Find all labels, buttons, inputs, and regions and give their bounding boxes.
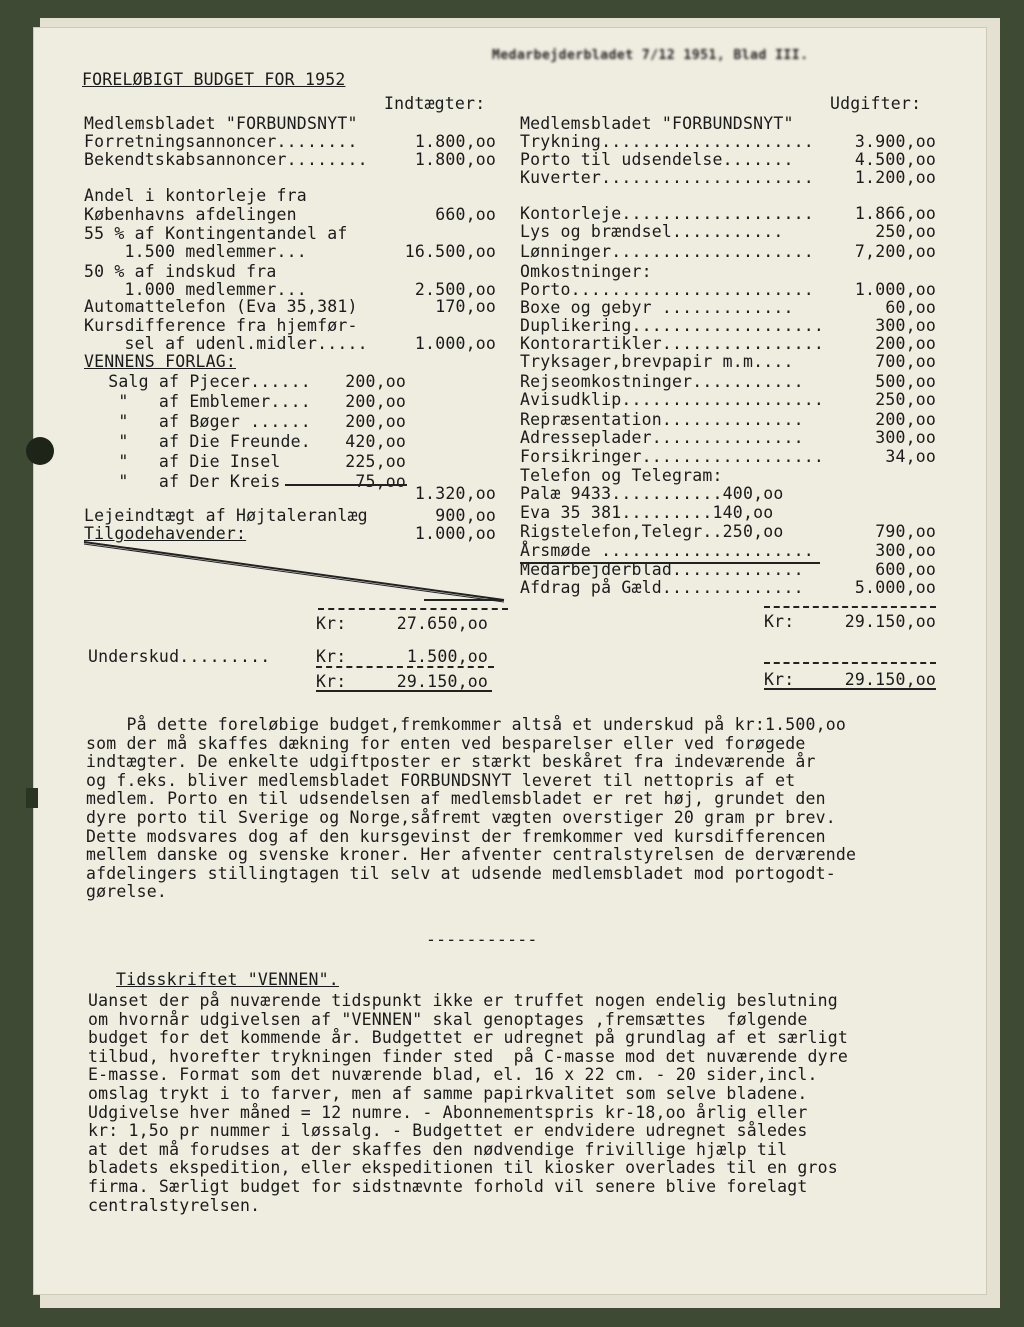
forlag-total: 1.320,oo: [414, 484, 496, 503]
telefon-underline: [520, 562, 820, 564]
expense-line-amount: 790,oo: [875, 522, 936, 541]
deficit-kr: Kr:: [316, 647, 347, 666]
expense-line-label: Porto til udsendelse.......: [520, 150, 794, 169]
receivables-label: Tilgodehavender:: [84, 524, 247, 543]
expense-line-label: Årsmøde .....................: [520, 541, 814, 560]
expense-line-label: Boxe og gebyr .............: [520, 298, 794, 317]
income-line-label: 50 % af indskud fra: [84, 262, 277, 281]
expense-line-label: Lys og brændsel...........: [520, 222, 784, 241]
income-line-label: Automattelefon (Eva 35,381): [84, 297, 358, 316]
forlag-line-value: 200,oo: [345, 412, 406, 431]
income-line-label: Forretningsannoncer........: [84, 132, 358, 151]
forlag-line-value: 200,oo: [345, 392, 406, 411]
deficit-amount: 1.500,oo: [406, 647, 488, 666]
paragraph-line: mellem danske og svenske kroner. Her afventer centralstyrelsen de derværende: [86, 845, 857, 865]
paragraph-line: afdelingers stillingtagen til selv at udsende medlemsbladet mod portogodt-: [86, 863, 836, 883]
rent-amount: 900,oo: [435, 506, 496, 525]
expense-line-amount: 1.866,oo: [854, 204, 936, 223]
paragraph-line: firma. Særligt budget for sidstnævnte forhold vil senere blive forelagt: [88, 1176, 808, 1196]
expense-line-label: Kontorleje...................: [520, 204, 814, 223]
income-total: 27.650,oo: [396, 614, 488, 633]
expense-total-rule: [764, 606, 936, 608]
expense-line-label: Telefon og Telegram:: [520, 466, 723, 485]
forlag-line-value: 225,oo: [345, 452, 406, 471]
income-line-label: 1.000 medlemmer...: [84, 280, 307, 299]
income-line-amount: 660,oo: [435, 205, 496, 224]
forlag-line-label: " af Emblemer....: [88, 392, 311, 411]
budget-commentary: [86, 716, 856, 902]
paragraph-line: medlem. Porto en til udsendelsen af medlemsbladet er ret høj, grundet den: [86, 789, 826, 809]
income-line-label: Københavns afdelingen: [84, 205, 297, 224]
deficit-rule: [316, 666, 494, 668]
income-line-label: Bekendtskabsannoncer........: [84, 150, 368, 169]
paragraph-line: dyre porto til Sverige og Norge,såfremt vægten overstiger 20 gram pr brev.: [86, 807, 836, 827]
expense-line-amount: 600,oo: [875, 560, 936, 579]
paragraph-line: tilbud, hvorefter trykningen finder sted på C-masse mod det nuværende dyre: [88, 1046, 849, 1066]
paragraph-line: at det må forudses at der skaffes den nødvendige frivillige hjælp til: [88, 1139, 788, 1159]
expense-line-amount: 300,oo: [875, 316, 936, 335]
expense-grand-underline: [764, 688, 936, 690]
paragraph-line: som der må skaffes dækning for enten ved besparelser eller ved forøgede: [86, 733, 806, 753]
expense-line-amount: 250,oo: [875, 390, 936, 409]
expense-line-amount: 200,oo: [875, 334, 936, 353]
income-line-label: 1.500 medlemmer...: [84, 242, 307, 261]
income-line-amount: 170,oo: [435, 297, 496, 316]
expense-grand-kr: Kr:: [764, 670, 795, 689]
expense-line-amount: 7,200,oo: [854, 242, 936, 261]
income-line-label: VENNENS FORLAG:: [84, 352, 237, 371]
expense-line-label: Rigstelefon,Telegr..250,oo: [520, 522, 784, 541]
expense-total: 29.150,oo: [844, 612, 936, 631]
income-line-label: Kursdifference fra hjemfør-: [84, 316, 358, 335]
expense-line-label: Kuverter.....................: [520, 168, 814, 187]
expense-line-label: Afdrag på Gæld..............: [520, 578, 804, 597]
income-grand-total: 29.150,oo: [396, 672, 488, 691]
vennen-paragraph: [88, 992, 848, 1215]
expense-line-amount: 250,oo: [875, 222, 936, 241]
expense-line-label: Adresseplader...............: [520, 428, 804, 447]
income-line-amount: 1.800,oo: [414, 132, 496, 151]
income-line-label: 55 % af Kontingentandel af: [84, 224, 348, 243]
income-line-amount: 16.500,oo: [404, 242, 496, 261]
paragraph-line: indtægter. De enkelte udgiftposter er stærkt beskåret fra indeværende år: [86, 752, 816, 772]
expense-line-label: Tryksager,brevpapir m.m....: [520, 352, 794, 371]
expense-line-amount: 300,oo: [875, 428, 936, 447]
expense-total-kr: Kr:: [764, 612, 795, 631]
paragraph-line: E-masse. Format som det nuværende blad, el. 16 x 22 cm. - 20 sider,incl.: [88, 1065, 818, 1085]
expense-line-amount: 3.900,oo: [854, 132, 936, 151]
expenses-heading: Udgifter:: [830, 94, 922, 113]
income-line-label: Andel i kontorleje fra: [84, 186, 307, 205]
expense-line-amount: 700,oo: [875, 352, 936, 371]
expense-grand-rule: [764, 662, 936, 664]
paragraph-line: omslag trykt i to farver, men af samme papirkvalitet som selve bladene.: [88, 1083, 808, 1103]
expense-line-label: Porto........................: [520, 280, 814, 299]
paragraph-line: om hvornår udgivelsen af "VENNEN" skal genoptages ,fremsættes følgende: [88, 1009, 808, 1029]
income-line-amount: 1.800,oo: [414, 150, 496, 169]
paragraph-line: Udgivelse hver måned = 12 numre. - Abonnementspris kr-18,oo årlig eller: [88, 1102, 808, 1122]
forlag-line-label: " af Der Kreis: [88, 472, 281, 491]
expense-line-label: Omkostninger:: [520, 262, 652, 281]
expense-line-label: Medlemsbladet "FORBUNDSNYT": [520, 114, 794, 133]
forlag-line-value: 75,oo: [355, 472, 406, 491]
expense-line-amount: 34,oo: [885, 447, 936, 466]
paragraph-line: og f.eks. bliver medlemsbladet FORBUNDSNYT leveret til nettopris af et: [86, 770, 796, 790]
expense-line-amount: 5.000,oo: [854, 578, 936, 597]
header-stamp: Medarbejderbladet 7/12 1951, Blad III.: [492, 48, 809, 63]
grand-total-underline: [316, 690, 492, 692]
expense-line-label: Rejseomkostninger...........: [520, 372, 804, 391]
expense-line-label: Medarbejderblad.............: [520, 560, 804, 579]
expense-line-amount: 4.500,oo: [854, 150, 936, 169]
income-total-kr: Kr:: [316, 614, 347, 633]
expense-line-label: Forsikringer..................: [520, 447, 825, 466]
income-line-amount: 1.000,oo: [414, 334, 496, 353]
income-total-rule: [318, 608, 508, 610]
paragraph-line: På dette foreløbige budget,fremkommer altså et underskud på kr:1.500,oo: [86, 715, 847, 734]
budget-title: FORELØBIGT BUDGET FOR 1952: [82, 70, 346, 89]
forlag-line-label: " af Die Freunde.: [88, 432, 311, 451]
income-line-label: Medlemsbladet "FORBUNDSNYT": [84, 114, 358, 133]
expense-line-amount: 1.000,oo: [854, 280, 936, 299]
bracket-lines: [84, 538, 514, 608]
forlag-line-value: 420,oo: [345, 432, 406, 451]
expense-line-amount: 200,oo: [875, 410, 936, 429]
section-title-vennen: Tidsskriftet "VENNEN".: [116, 970, 339, 989]
expense-line-label: Avisudklip....................: [520, 390, 825, 409]
paragraph-line: Dette modsvares dog af den kursgevinst der fremkommer ved kursdifferencen: [86, 826, 826, 846]
expense-line-amount: 60,oo: [885, 298, 936, 317]
paragraph-line: kr: 1,5o pr nummer i løssalg. - Budgettet er endvidere udregnet således: [88, 1121, 808, 1141]
grand-total-kr: Kr:: [316, 672, 347, 691]
expense-line-label: Duplikering...................: [520, 316, 825, 335]
forlag-line-label: " af Bøger ......: [88, 412, 311, 431]
income-heading: Indtægter:: [384, 94, 486, 113]
expense-line-label: Lønninger....................: [520, 242, 814, 261]
expense-line-label: Repræsentation..............: [520, 410, 804, 429]
expense-grand-total: 29.150,oo: [844, 670, 936, 689]
expense-line-amount: 300,oo: [875, 541, 936, 560]
expense-line-label: Kontorartikler................: [520, 334, 825, 353]
income-line-amount: 2.500,oo: [414, 280, 496, 299]
receivables-amount: 1.000,oo: [414, 524, 496, 543]
income-line-label: sel af udenl.midler.....: [84, 334, 368, 353]
forlag-line-label: Salg af Pjecer......: [88, 372, 311, 391]
punch-hole: [26, 437, 54, 465]
expense-line-label: Eva 35 381.........140,oo: [520, 503, 774, 522]
paragraph-line: budget for det kommende år. Budgettet er udregnet på grundlag af et særligt: [88, 1028, 849, 1048]
forlag-line-value: 200,oo: [345, 372, 406, 391]
page-notch: [26, 788, 38, 808]
expense-line-amount: 500,oo: [875, 372, 936, 391]
section-separator: -----------: [426, 930, 538, 949]
expense-line-amount: 1.200,oo: [854, 168, 936, 187]
deficit-label: Underskud.........: [88, 647, 271, 666]
forlag-line-label: " af Die Insel: [88, 452, 281, 471]
expense-line-label: Trykning.....................: [520, 132, 814, 151]
expense-line-label: Palæ 9433...........400,oo: [520, 484, 784, 503]
rent-label: Lejeindtægt af Højtaleranlæg: [84, 506, 368, 525]
paragraph-line: centralstyrelsen.: [88, 1195, 261, 1215]
paragraph-line: gørelse.: [86, 882, 168, 902]
paragraph-line: bladets ekspedition, eller ekspeditionen til kiosker overlades til en gros: [88, 1158, 838, 1178]
paragraph-line: Uanset der på nuværende tidspunkt ikke er truffet nogen endelig beslutning: [88, 991, 838, 1010]
